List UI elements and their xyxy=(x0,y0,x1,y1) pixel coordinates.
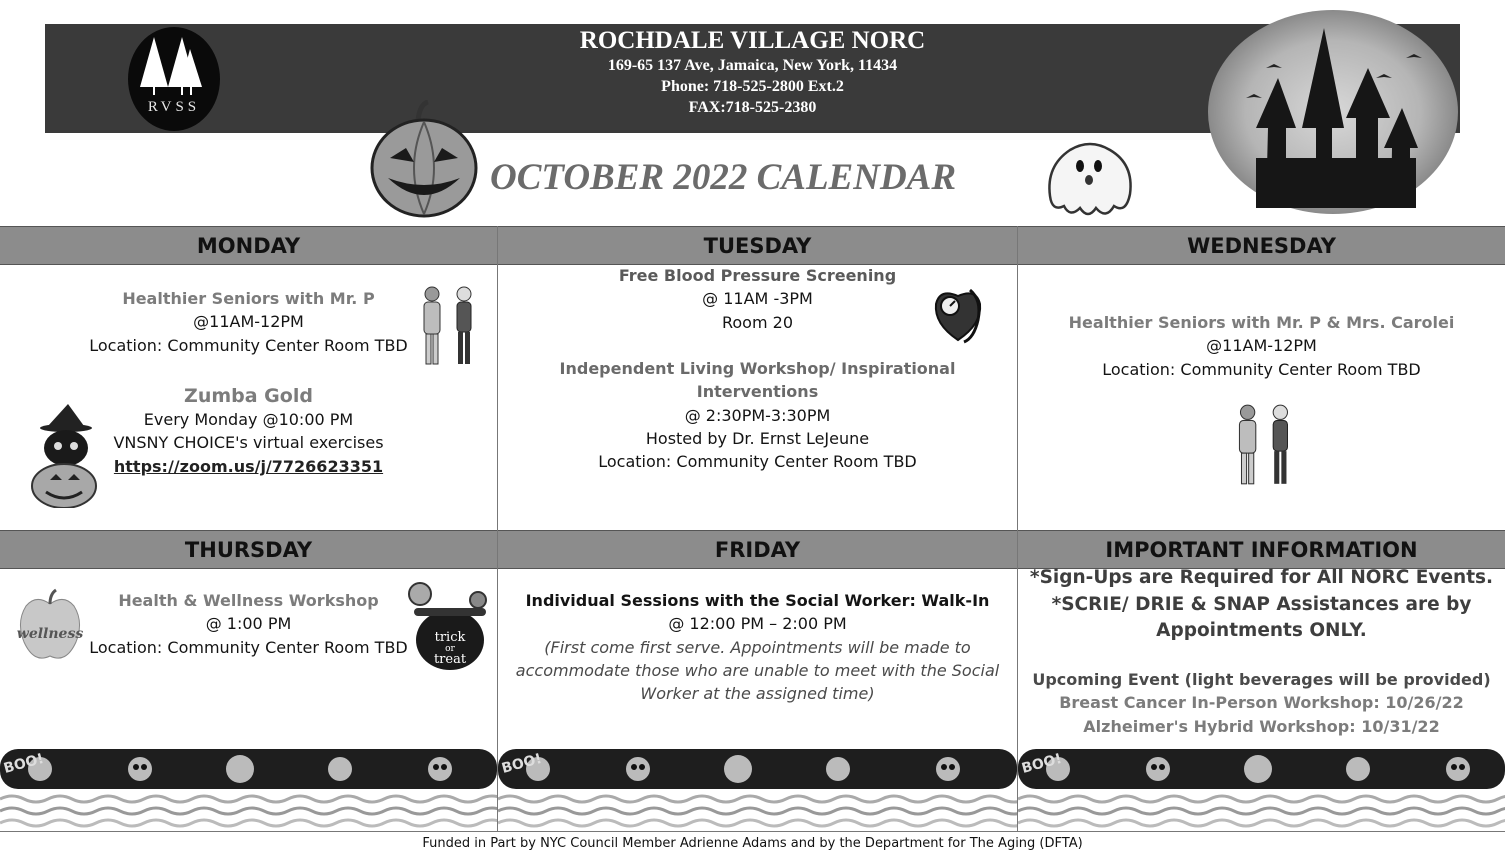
wellness-word: wellness xyxy=(16,626,84,642)
thursday-event1-title: Health & Wellness Workshop xyxy=(118,591,379,610)
halloween-border-friday xyxy=(498,737,1017,832)
wednesday-event-healthier-seniors xyxy=(1018,311,1505,381)
wednesday-event1-title: Healthier Seniors with Mr. P & Mrs. Carolei xyxy=(1068,313,1455,332)
tuesday-event1-title: Free Blood Pressure Screening xyxy=(618,266,897,285)
important-line-1: *Sign-Ups are Required for All NORC Events. xyxy=(1029,567,1494,588)
wednesday-event1-time: @11AM-12PM xyxy=(1206,336,1317,356)
monday-event1-time: @11AM-12PM xyxy=(193,312,304,332)
tuesday-event1-time: @ 11AM -3PM xyxy=(702,289,813,309)
rvss-logo xyxy=(128,27,220,131)
tuesday-event2-host: Hosted by Dr. Ernst LeJeune xyxy=(645,428,870,448)
tuesday-event2-title-1: Independent Living Workshop/ Inspirational xyxy=(559,359,956,378)
ghost-icon xyxy=(1040,136,1138,222)
tuesday-event2-time: @ 2:30PM-3:30PM xyxy=(684,405,831,425)
tuesday-event-workshop xyxy=(498,357,1017,473)
friday-event1-time: @ 12:00 PM – 2:00 PM xyxy=(668,614,847,634)
friday-note-1: (First come first serve. Appointments will be made to xyxy=(544,637,971,657)
tuesday-event2-title-2: Interventions xyxy=(696,382,819,402)
upcoming-label: Upcoming Event (light beverages will be provided) xyxy=(1032,670,1491,689)
wednesday-event1-location: Location: Community Center Room TBD xyxy=(1102,359,1421,379)
upcoming-event-1: Breast Cancer In-Person Workshop: 10/26/22 xyxy=(1059,693,1464,713)
boo-label: BOO! xyxy=(1019,750,1064,777)
halloween-border-important xyxy=(1018,737,1505,832)
tuesday-event2-location: Location: Community Center Room TBD xyxy=(598,452,917,472)
important-line-3: Appointments ONLY. xyxy=(1156,620,1367,641)
boo-label: BOO! xyxy=(1,750,46,777)
header-friday: FRIDAY xyxy=(498,530,1017,569)
tuesday-event1-room: Room 20 xyxy=(721,312,793,332)
header-monday: MONDAY xyxy=(0,226,497,265)
blood-pressure-cuff-icon xyxy=(930,280,986,346)
org-phone: Phone: 718-525-2800 Ext.2 xyxy=(661,78,844,95)
cauldron-text-1: trick xyxy=(434,630,466,645)
monday-event2-desc: VNSNY CHOICE's virtual exercises xyxy=(113,433,384,453)
cauldron-text-2: or xyxy=(445,644,455,654)
monday-event2-time: Every Monday @10:00 PM xyxy=(143,410,354,429)
jack-o-lantern-icon xyxy=(368,100,480,222)
monday-event1-location: Location: Community Center Room TBD xyxy=(89,335,408,355)
thursday-event1-location: Location: Community Center Room TBD xyxy=(89,637,408,657)
upcoming-event-2: Alzheimer's Hybrid Workshop: 10/31/22 xyxy=(1083,716,1440,736)
friday-note-3: Worker at the assigned time) xyxy=(640,684,875,704)
monday-event1-title: Healthier Seniors with Mr. P xyxy=(122,289,375,308)
friday-note-2: accommodate those who are unable to meet with the Social xyxy=(515,660,1000,680)
org-name: ROCHDALE VILLAGE NORC xyxy=(579,27,926,54)
trick-or-treat-cauldron-image xyxy=(404,578,490,674)
header-important: IMPORTANT INFORMATION xyxy=(1018,530,1505,569)
exercising-seniors-image-2 xyxy=(1228,400,1302,492)
thursday-event1-time: @ 1:00 PM xyxy=(205,614,292,634)
important-info-notes xyxy=(1018,565,1505,645)
upcoming-events xyxy=(1018,668,1505,738)
funding-footer: Funded in Part by NYC Council Member Adrienne Adams and by the Department for The Aging (DFTA) xyxy=(422,836,1083,851)
header-thursday: THURSDAY xyxy=(0,530,497,569)
cauldron-text-3: treat xyxy=(433,652,467,667)
logo-text: RVSS xyxy=(147,99,201,115)
friday-event-social-worker xyxy=(498,589,1017,705)
friday-event1-title: Individual Sessions with the Social Worker: Walk-In xyxy=(525,591,990,610)
header-wednesday: WEDNESDAY xyxy=(1018,226,1505,265)
exercising-seniors-image xyxy=(414,282,484,372)
header-tuesday: TUESDAY xyxy=(498,226,1017,265)
important-line-2: *SCRIE/ DRIE & SNAP Assistances are by xyxy=(1051,593,1472,615)
halloween-border-thursday xyxy=(0,737,497,832)
cauldron-label xyxy=(416,632,484,666)
haunted-castle-image xyxy=(1206,8,1460,216)
boo-label: BOO! xyxy=(499,750,544,777)
cat-pumpkin-image xyxy=(28,404,104,508)
org-fax: FAX:718-525-2380 xyxy=(688,99,817,116)
zoom-link[interactable]: https://zoom.us/j/7726623351 xyxy=(113,456,384,476)
monday-event2-title: Zumba Gold xyxy=(184,385,313,407)
calendar-title: OCTOBER 2022 CALENDAR xyxy=(490,157,957,198)
wellness-apple-image xyxy=(16,588,84,664)
org-address: 169-65 137 Ave, Jamaica, New York, 11434 xyxy=(607,57,898,74)
